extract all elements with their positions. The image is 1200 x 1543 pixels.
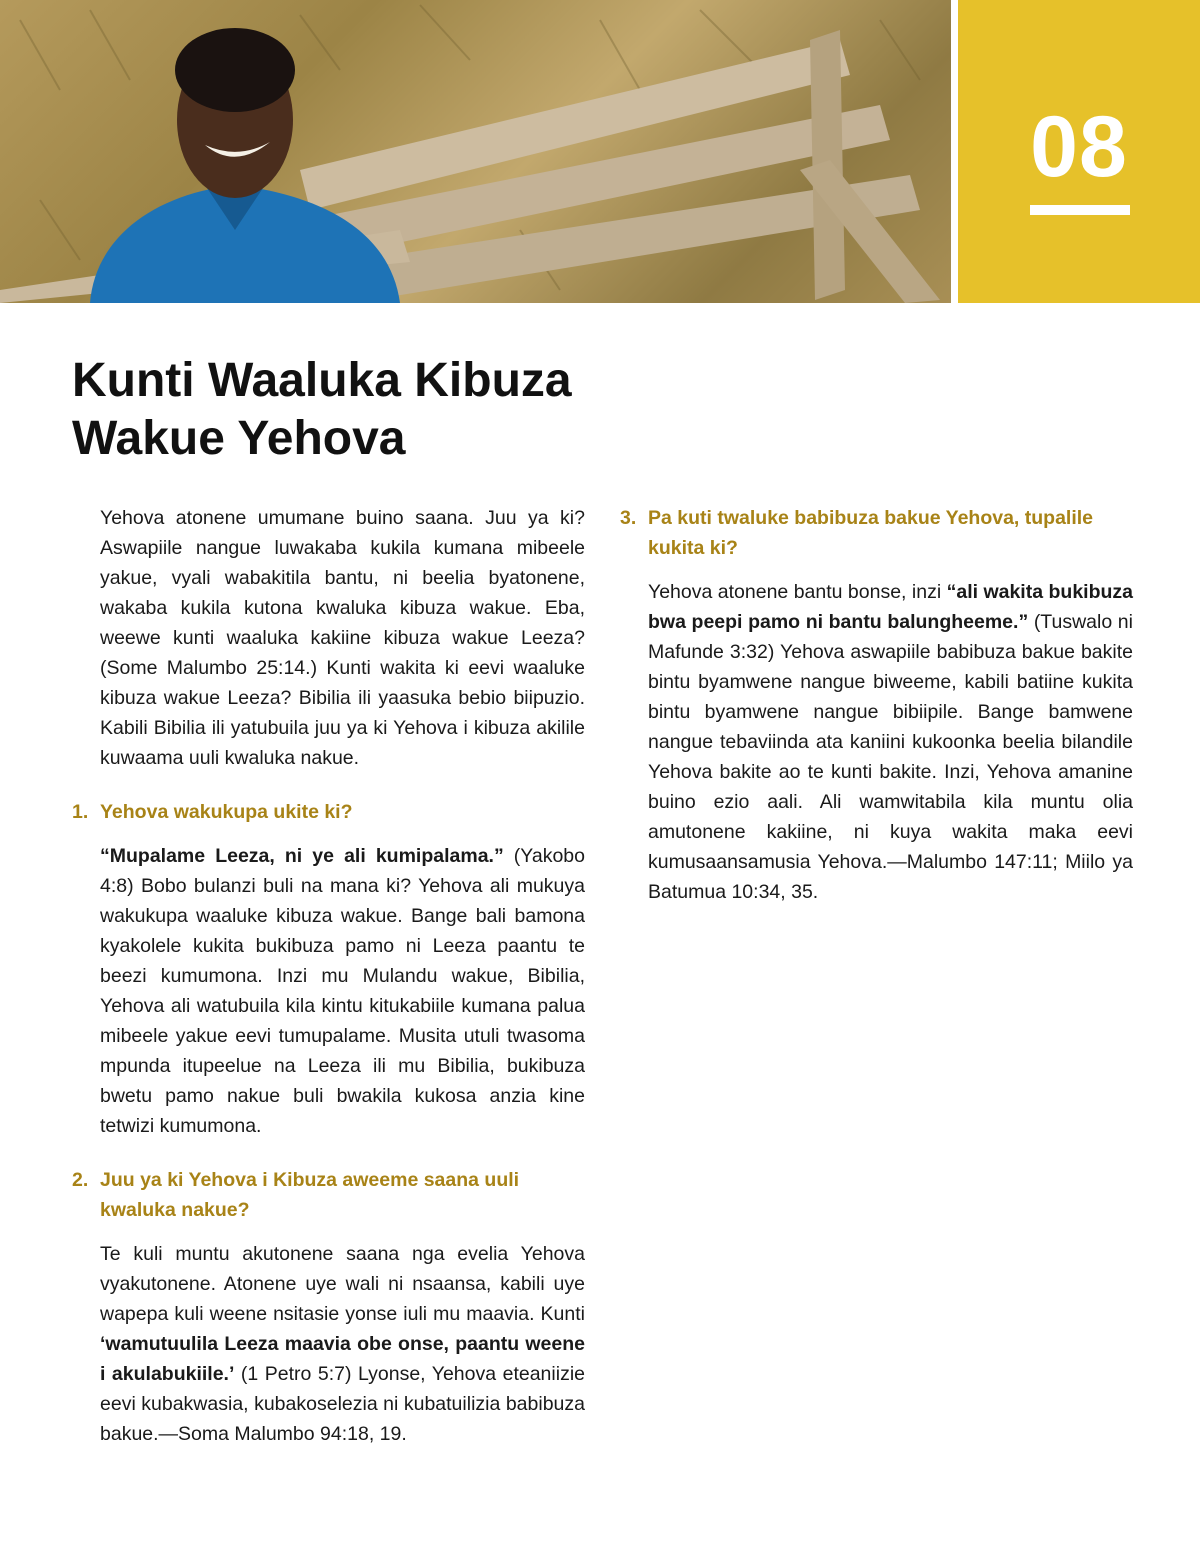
chapter-badge xyxy=(958,0,1200,303)
left-column xyxy=(72,503,585,1473)
question-2 xyxy=(72,1165,585,1225)
answer-text: Yehova atonene bantu bonse, inzi xyxy=(648,581,947,603)
question-text: Juu ya ki Yehova i Kibuza aweeme saana uuli kwaluka nakue? xyxy=(100,1169,520,1221)
scripture-quote: “ali wakita bukibuza bwa peepi pamo ni bantu balungheeme.” xyxy=(648,581,1133,633)
question-text: Pa kuti twaluke babibuza bakue Yehova, tupalile kukita ki? xyxy=(648,507,1094,559)
hero-illustration xyxy=(0,0,951,303)
intro-paragraph: Yehova atonene umumane buino saana. Juu ya ki? Aswapiile nangue luwakaba kukila kumana mibeele yakue, vyali wabakitila bantu, ni beelia byatonene, wakaba kukila kutona kwaluka kibuza wakue. Eba, weewe kunti waaluka kakiine kibuza wakue Leeza? (Some Malumbo 25:14.) Kunti wakita ki eevi waaluke kibuza wakue Leeza? Bibilia ili yaasuka bebio biipuzio. Kabili Bibilia ili yatubuila juu ya ki Yehova i kibuza akilile kuwaama uuli kwaluka nakue. xyxy=(100,507,585,769)
answer-text: Te kuli muntu akutonene saana nga evelia Yehova vyakutonene. Atonene uye wali ni nsaansa, kabili uye wapepa kuli weene nsitasie yonse iuli mu maavia. Kunti xyxy=(100,1243,585,1325)
chapter-number: 08 xyxy=(1030,99,1128,195)
right-column xyxy=(620,503,1133,931)
chapter-underline xyxy=(1030,205,1130,215)
answer-3-paragraph xyxy=(648,577,1133,907)
page-title xyxy=(72,352,772,468)
hero-photo xyxy=(0,0,951,303)
answer-2-paragraph xyxy=(100,1239,585,1449)
question-text: Yehova wakukupa ukite ki? xyxy=(100,801,353,823)
answer-1-paragraph xyxy=(100,841,585,1141)
scripture-quote: “Mupalame Leeza, ni ye ali kumipalama.” xyxy=(100,845,504,867)
answer-text-continued: (1 Petro 5:7) Lyonse, Yehova eteaniizie eevi kubakwasia, kubakoselezia ni kubatuilizia babibuza bakue.—Soma Malumbo 94:18, 19. xyxy=(100,1363,585,1445)
question-3 xyxy=(620,503,1133,563)
scripture-quote: ‘wamutuulila Leeza maavia obe onse, paantu weene i akulabukiile.’ xyxy=(100,1333,585,1385)
title-line-1: Kunti Waaluka Kibuza xyxy=(72,354,572,407)
question-number: 1. xyxy=(72,801,89,823)
question-number: 2. xyxy=(72,1169,89,1191)
title-line-2: Wakue Yehova xyxy=(72,412,406,465)
question-number: 3. xyxy=(620,507,637,529)
answer-text: (Yakobo 4:8) Bobo bulanzi buli na mana ki? Yehova ali mukuya wakukupa waaluke kibuza wakue. Bange bali bamona kyakolele kukita bukibuza pamo ni Leeza paantu te beezi kumumona. Inzi mu Mulandu wakue, Bibilia, Yehova ali watubuila kila kintu kitukabiile kumana palua mibeele yakue eevi tumupalame. Musita utuli twasoma mpunda itupeelue na Leeza ili mu Bibilia, bukibuza bwetu pamo nakue buli bwakila kukosa anzia kine tetwizi kumumona. xyxy=(100,845,585,1137)
question-1 xyxy=(72,797,585,827)
answer-text-continued: (Tuswalo ni Mafunde 3:32) Yehova aswapiile babibuza bakue bakite bintu byamwene nangue biweeme, kabili batiine kukita bintu byamwene nangue bibiipile. Bange bamwene nangue tebaviinda ata kaniini kukoonka beelia bilandile Yehova bakite ao te kunti bakite. Inzi, Yehova amanine buino ezio aali. Ali wamwitabila kila muntu olia amutonene kakiine, ni kuya wakita maka eevi kumusaansamusia Yehova.—Malumbo 147:11; Miilo ya Batumua 10:34, 35. xyxy=(648,611,1133,903)
